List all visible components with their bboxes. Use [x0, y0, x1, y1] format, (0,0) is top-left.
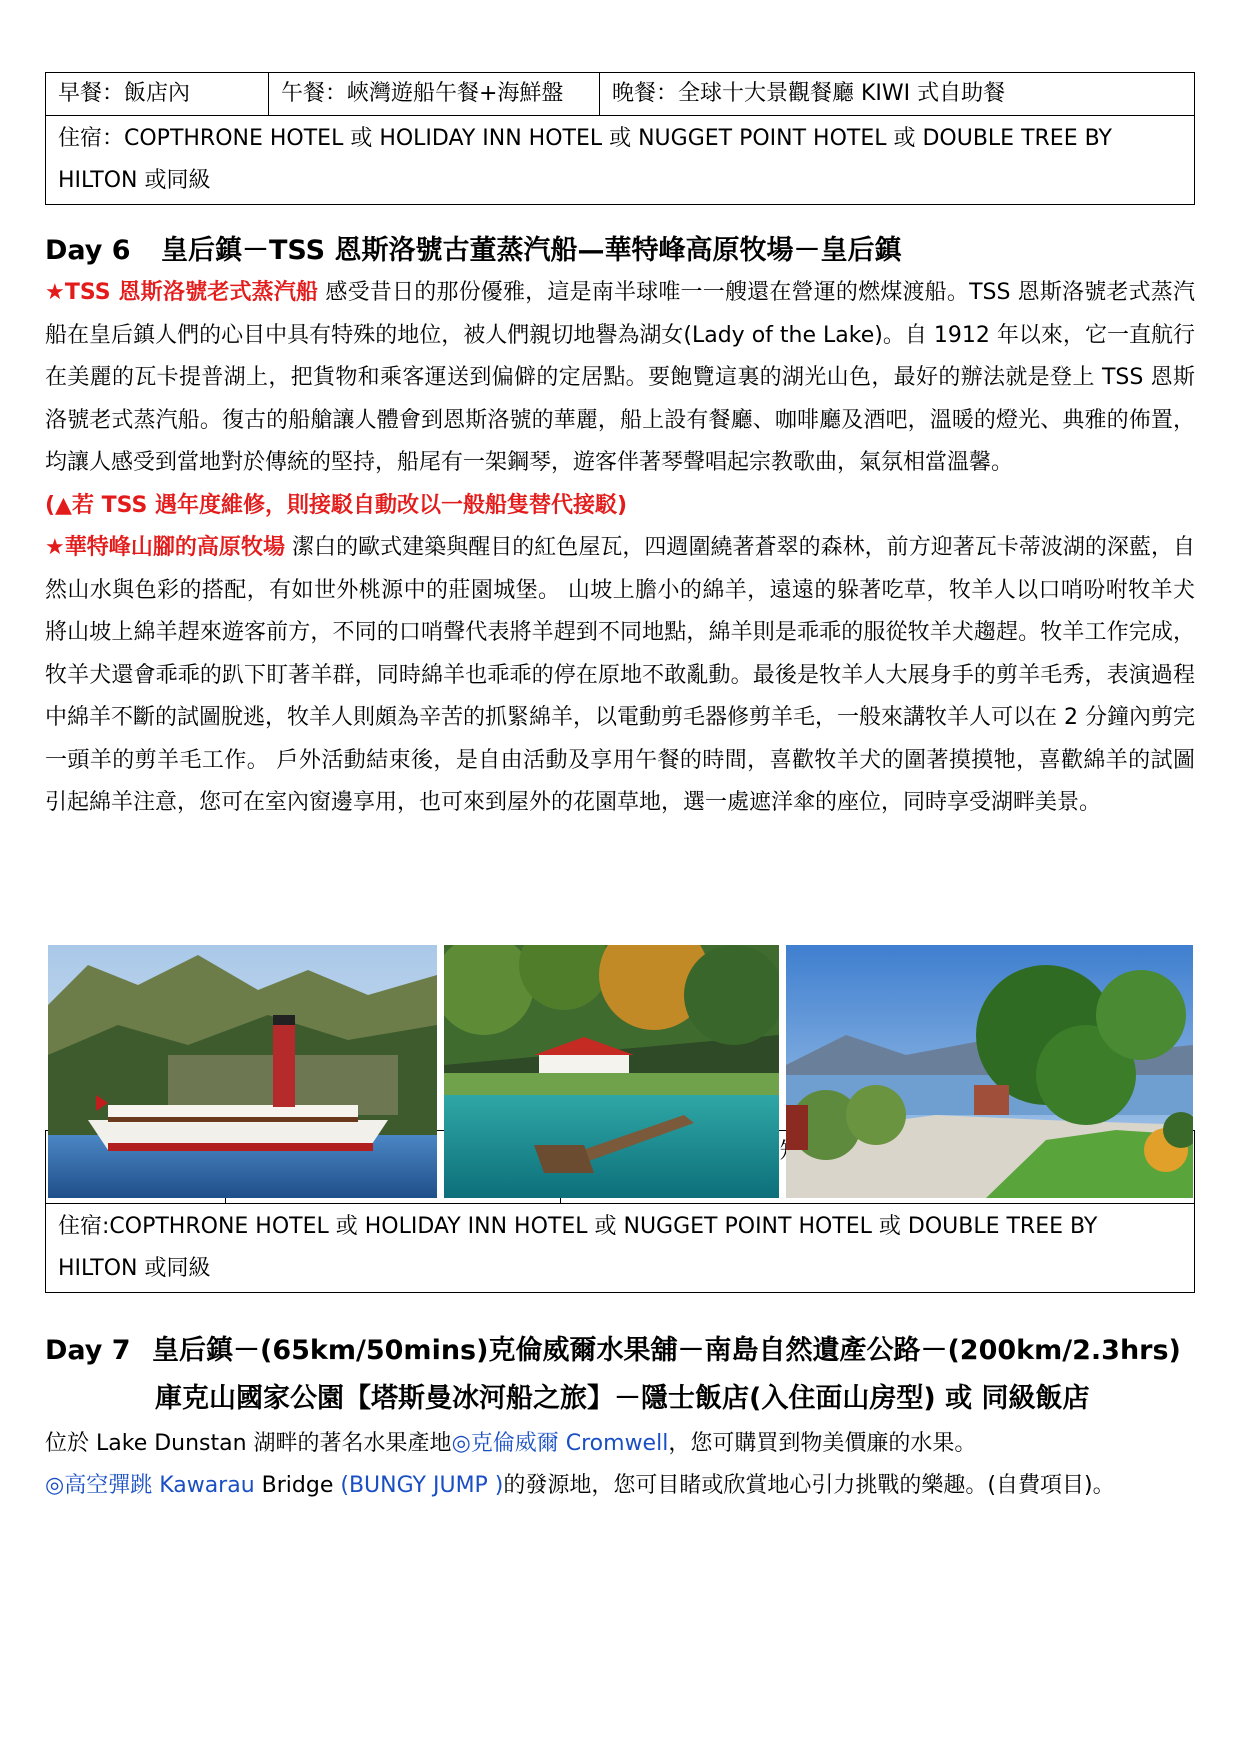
meal-table-day5 [45, 72, 1195, 205]
day6-heading [45, 231, 1195, 271]
kawarau-link[interactable]: ◎高空彈跳 Kawarau [45, 1473, 255, 1498]
day6-paragraph-farm [45, 527, 1195, 825]
day7-paragraph-cromwell [45, 1423, 1195, 1466]
day7-paragraph-bungy [45, 1465, 1195, 1508]
dinner-cell: 晚餐：全球十大景觀餐廳 KIWI 式自助餐 [600, 73, 1195, 116]
day6-label: Day 6 [45, 235, 131, 266]
lodging-cell: 住宿:COPTHRONE HOTEL 或 HOLIDAY INN HOTEL 或 NUGGET POINT HOTEL 或 DOUBLE TREE BY HILTON 或同級 [46, 1203, 1195, 1292]
cromwell-post: ，您可購買到物美價廉的水果。 [668, 1430, 977, 1456]
lunch-cell: 午餐：峽灣遊船午餐+海鮮盤 [269, 73, 600, 116]
photo-strip [48, 945, 1193, 1198]
cromwell-link[interactable]: ◎克倫威爾 Cromwell [451, 1430, 669, 1456]
farm-highlight: ★華特峰山腳的高原牧場 [45, 535, 285, 560]
bridge-text: Bridge [254, 1473, 341, 1498]
day7-route-line2: 庫克山國家公園【塔斯曼冰河船之旅】－隱士飯店(入住面山房型) 或 同級飯店 [155, 1382, 1090, 1414]
day7-route-line1: 皇后鎮－(65km/50mins)克倫威爾水果舖－南島自然遺產公路－(200km/2.3hrs) [152, 1334, 1181, 1366]
steamship-photo [48, 945, 437, 1198]
maintenance-notice: (▲若 TSS 遇年度維修，則接駁自動改以一般船隻替代接駁) [45, 492, 628, 518]
day6-route: 皇后鎮－TSS 恩斯洛號古董蒸汽船—華特峰高原牧場－皇后鎮 [161, 235, 902, 266]
steamship-highlight: ★TSS 恩斯洛號老式蒸汽船 [45, 280, 319, 305]
lakeside-garden-photo [786, 945, 1193, 1198]
farm-text: 潔白的歐式建築與醒目的紅色屋瓦，四週圍繞著蒼翠的森林，前方迎著瓦卡蒂波湖的深藍，自然山水與色彩的搭配，有如世外桃源中的莊園城堡。 山坡上膽小的綿羊，遠遠的躲著吃草，牧羊人以口哨吩咐牧羊犬將山坡上綿羊趕來遊客前方，不同的口哨聲代表將羊趕到不同地點，綿羊則是乖乖的服從牧羊犬趨趕。牧羊工作完成，牧羊犬還會乖乖的趴下盯著羊群，同時綿羊也乖乖的停在原地不敢亂動。最後是牧羊人大展身手的剪羊毛秀，表演過程中綿羊不斷的試圖脫逃，牧羊人則頗為辛苦的抓緊綿羊，以電動剪毛器修剪羊毛，一般來講牧羊人可以在 2 分鐘內剪完一頭羊的剪羊毛工作。 戶外活動結束後，是自由活動及享用午餐的時間，喜歡牧羊犬的圍著摸摸牠，喜歡綿羊的試圖引起綿羊注意，您可在室內窗邊享用，也可來到屋外的花園草地，選一處遮洋傘的座位，同時享受湖畔美景。 [45, 535, 1195, 815]
day7-heading [45, 1327, 1195, 1423]
steamship-text: 感受昔日的那份優雅，這是南半球唯一一艘還在營運的燃煤渡船。TSS 恩斯洛號老式蒸汽船在皇后鎮人們的心目中具有特殊的地位，被人們親切地譽為湖女(Lady of the Lake)。自 1912 年以來，它一直航行在美麗的瓦卡提普湖上，把貨物和乘客運送到偏僻的定居點。要飽覽這裏的湖光山色，最好的辦法就是登上 TSS 恩斯洛號老式蒸汽船。復古的船艙讓人體會到恩斯洛號的華麗，船上設有餐廳、咖啡廳及酒吧，溫暖的燈光、典雅的佈置，均讓人感受到當地對於傳統的堅持，船尾有一架鋼琴，遊客伴著琴聲唱起宗教歌曲，氣氛相當溫馨。 [45, 280, 1195, 475]
cromwell-pre: 位於 Lake Dunstan 湖畔的著名水果產地 [45, 1430, 452, 1456]
document-page [45, 72, 1195, 1508]
day7-label: Day 7 [45, 1334, 131, 1366]
bungy-post: 的發源地，您可目睹或欣賞地心引力挑戰的樂趣。(自費項目)。 [503, 1473, 1115, 1498]
bungy-link[interactable]: (BUNGY JUMP ) [340, 1473, 504, 1498]
breakfast-cell: 早餐：飯店內 [46, 73, 269, 116]
farm-photo [444, 945, 779, 1198]
day6-paragraph-steamship [45, 272, 1195, 485]
lodging-cell: 住宿：COPTHRONE HOTEL 或 HOLIDAY INN HOTEL 或 NUGGET POINT HOTEL 或 DOUBLE TREE BY HILTON 或同級 [46, 116, 1195, 205]
